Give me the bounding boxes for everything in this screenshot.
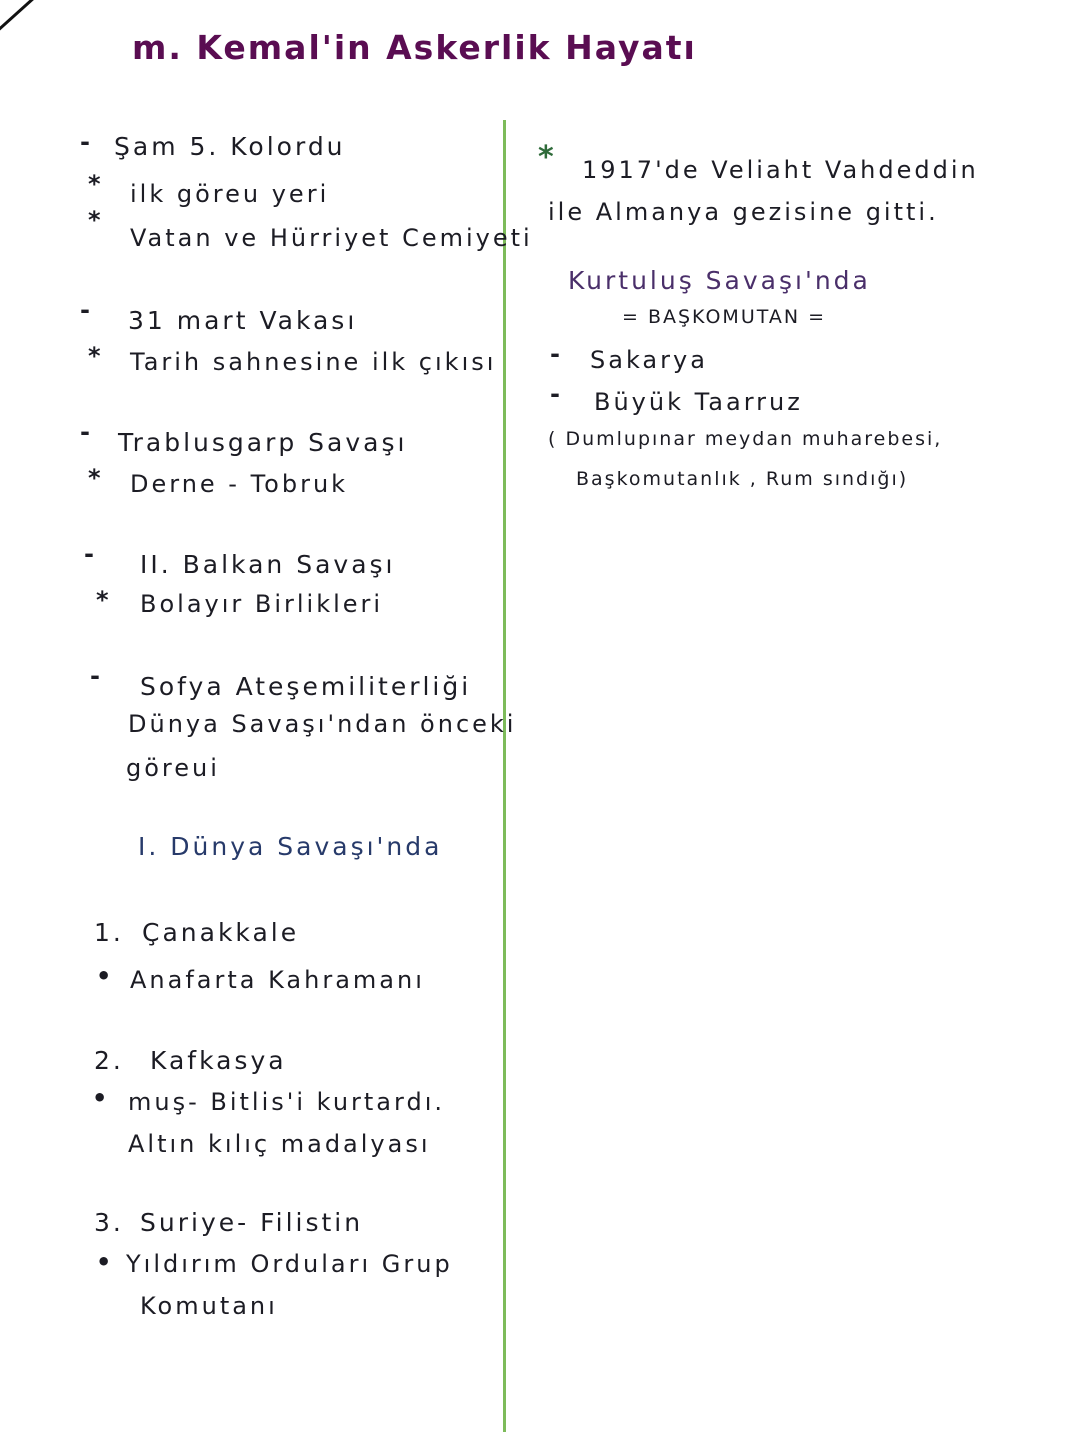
section-heading-sam: Şam 5. Kolordu (114, 132, 346, 161)
section-heading-31-mart: 31 mart Vakası (128, 306, 358, 335)
note-line: 1917'de Veliaht Vahdeddin (582, 156, 979, 184)
corner-pen-stroke (0, 0, 62, 39)
section-heading-ww1: I. Dünya Savaşı'nda (138, 832, 443, 861)
note-line: Başkomutanlık , Rum sındığı) (576, 468, 909, 490)
bullet-marker: • (96, 1248, 115, 1276)
item-text: Dünya Savaşı'ndan önceki (128, 710, 517, 738)
item-text: Komutanı (140, 1292, 278, 1320)
item-text: Tarih sahnesine ilk çıkısı (130, 348, 497, 376)
section-heading-balkan: II. Balkan Savaşı (140, 550, 396, 579)
section-heading-sofya: Sofya Ateşemiliterliği (140, 672, 472, 701)
dash-marker: - (80, 418, 93, 446)
item-text: muş- Bitlis'i kurtardı. (128, 1088, 445, 1116)
dash-marker: - (80, 296, 93, 324)
item-text: Sakarya (590, 346, 708, 374)
front-number: 2. (94, 1046, 124, 1075)
front-number: 1. (94, 918, 124, 947)
page-title: m. Kemal'in Askerlik Hayatı (132, 28, 697, 67)
star-marker: * (88, 170, 104, 198)
item-text: Vatan ve Hürriyet Cemiyeti (130, 224, 533, 252)
section-heading-trablusgarp: Trablusgarp Savaşı (118, 428, 408, 457)
front-name-canakkale: Çanakkale (142, 918, 300, 947)
item-text: ilk göreu yeri (130, 180, 330, 208)
dash-marker: - (84, 540, 97, 568)
star-marker: * (88, 342, 104, 370)
front-number: 3. (94, 1208, 124, 1237)
bullet-marker: • (96, 962, 115, 990)
item-text: Anafarta Kahramanı (130, 966, 425, 994)
dash-marker: - (550, 380, 563, 408)
front-name-suriye-filistin: Suriye- Filistin (140, 1208, 364, 1237)
note-line: ile Almanya gezisine gitti. (548, 198, 939, 226)
star-marker: * (538, 140, 557, 175)
item-text: Derne - Tobruk (130, 470, 349, 498)
note-line: ( Dumlupınar meydan muharebesi, (548, 428, 943, 450)
item-text: Büyük Taarruz (594, 388, 803, 416)
front-name-kafkasya: Kafkasya (150, 1046, 287, 1075)
star-marker: * (88, 464, 104, 492)
item-text: Bolayır Birlikleri (140, 590, 384, 618)
item-text: Yıldırım Orduları Grup (126, 1250, 453, 1278)
baskomutan-label: = BAŞKOMUTAN = (622, 306, 827, 328)
item-text: göreui (126, 754, 220, 782)
dash-marker: - (80, 128, 93, 156)
star-marker: * (96, 586, 112, 614)
bullet-marker: • (92, 1084, 111, 1112)
item-text: Altın kılıç madalyası (128, 1130, 431, 1158)
dash-marker: - (550, 340, 563, 368)
column-divider (503, 120, 506, 1432)
star-marker: * (88, 206, 104, 234)
section-heading-kurtulus: Kurtuluş Savaşı'nda (568, 266, 871, 295)
dash-marker: - (90, 662, 103, 690)
